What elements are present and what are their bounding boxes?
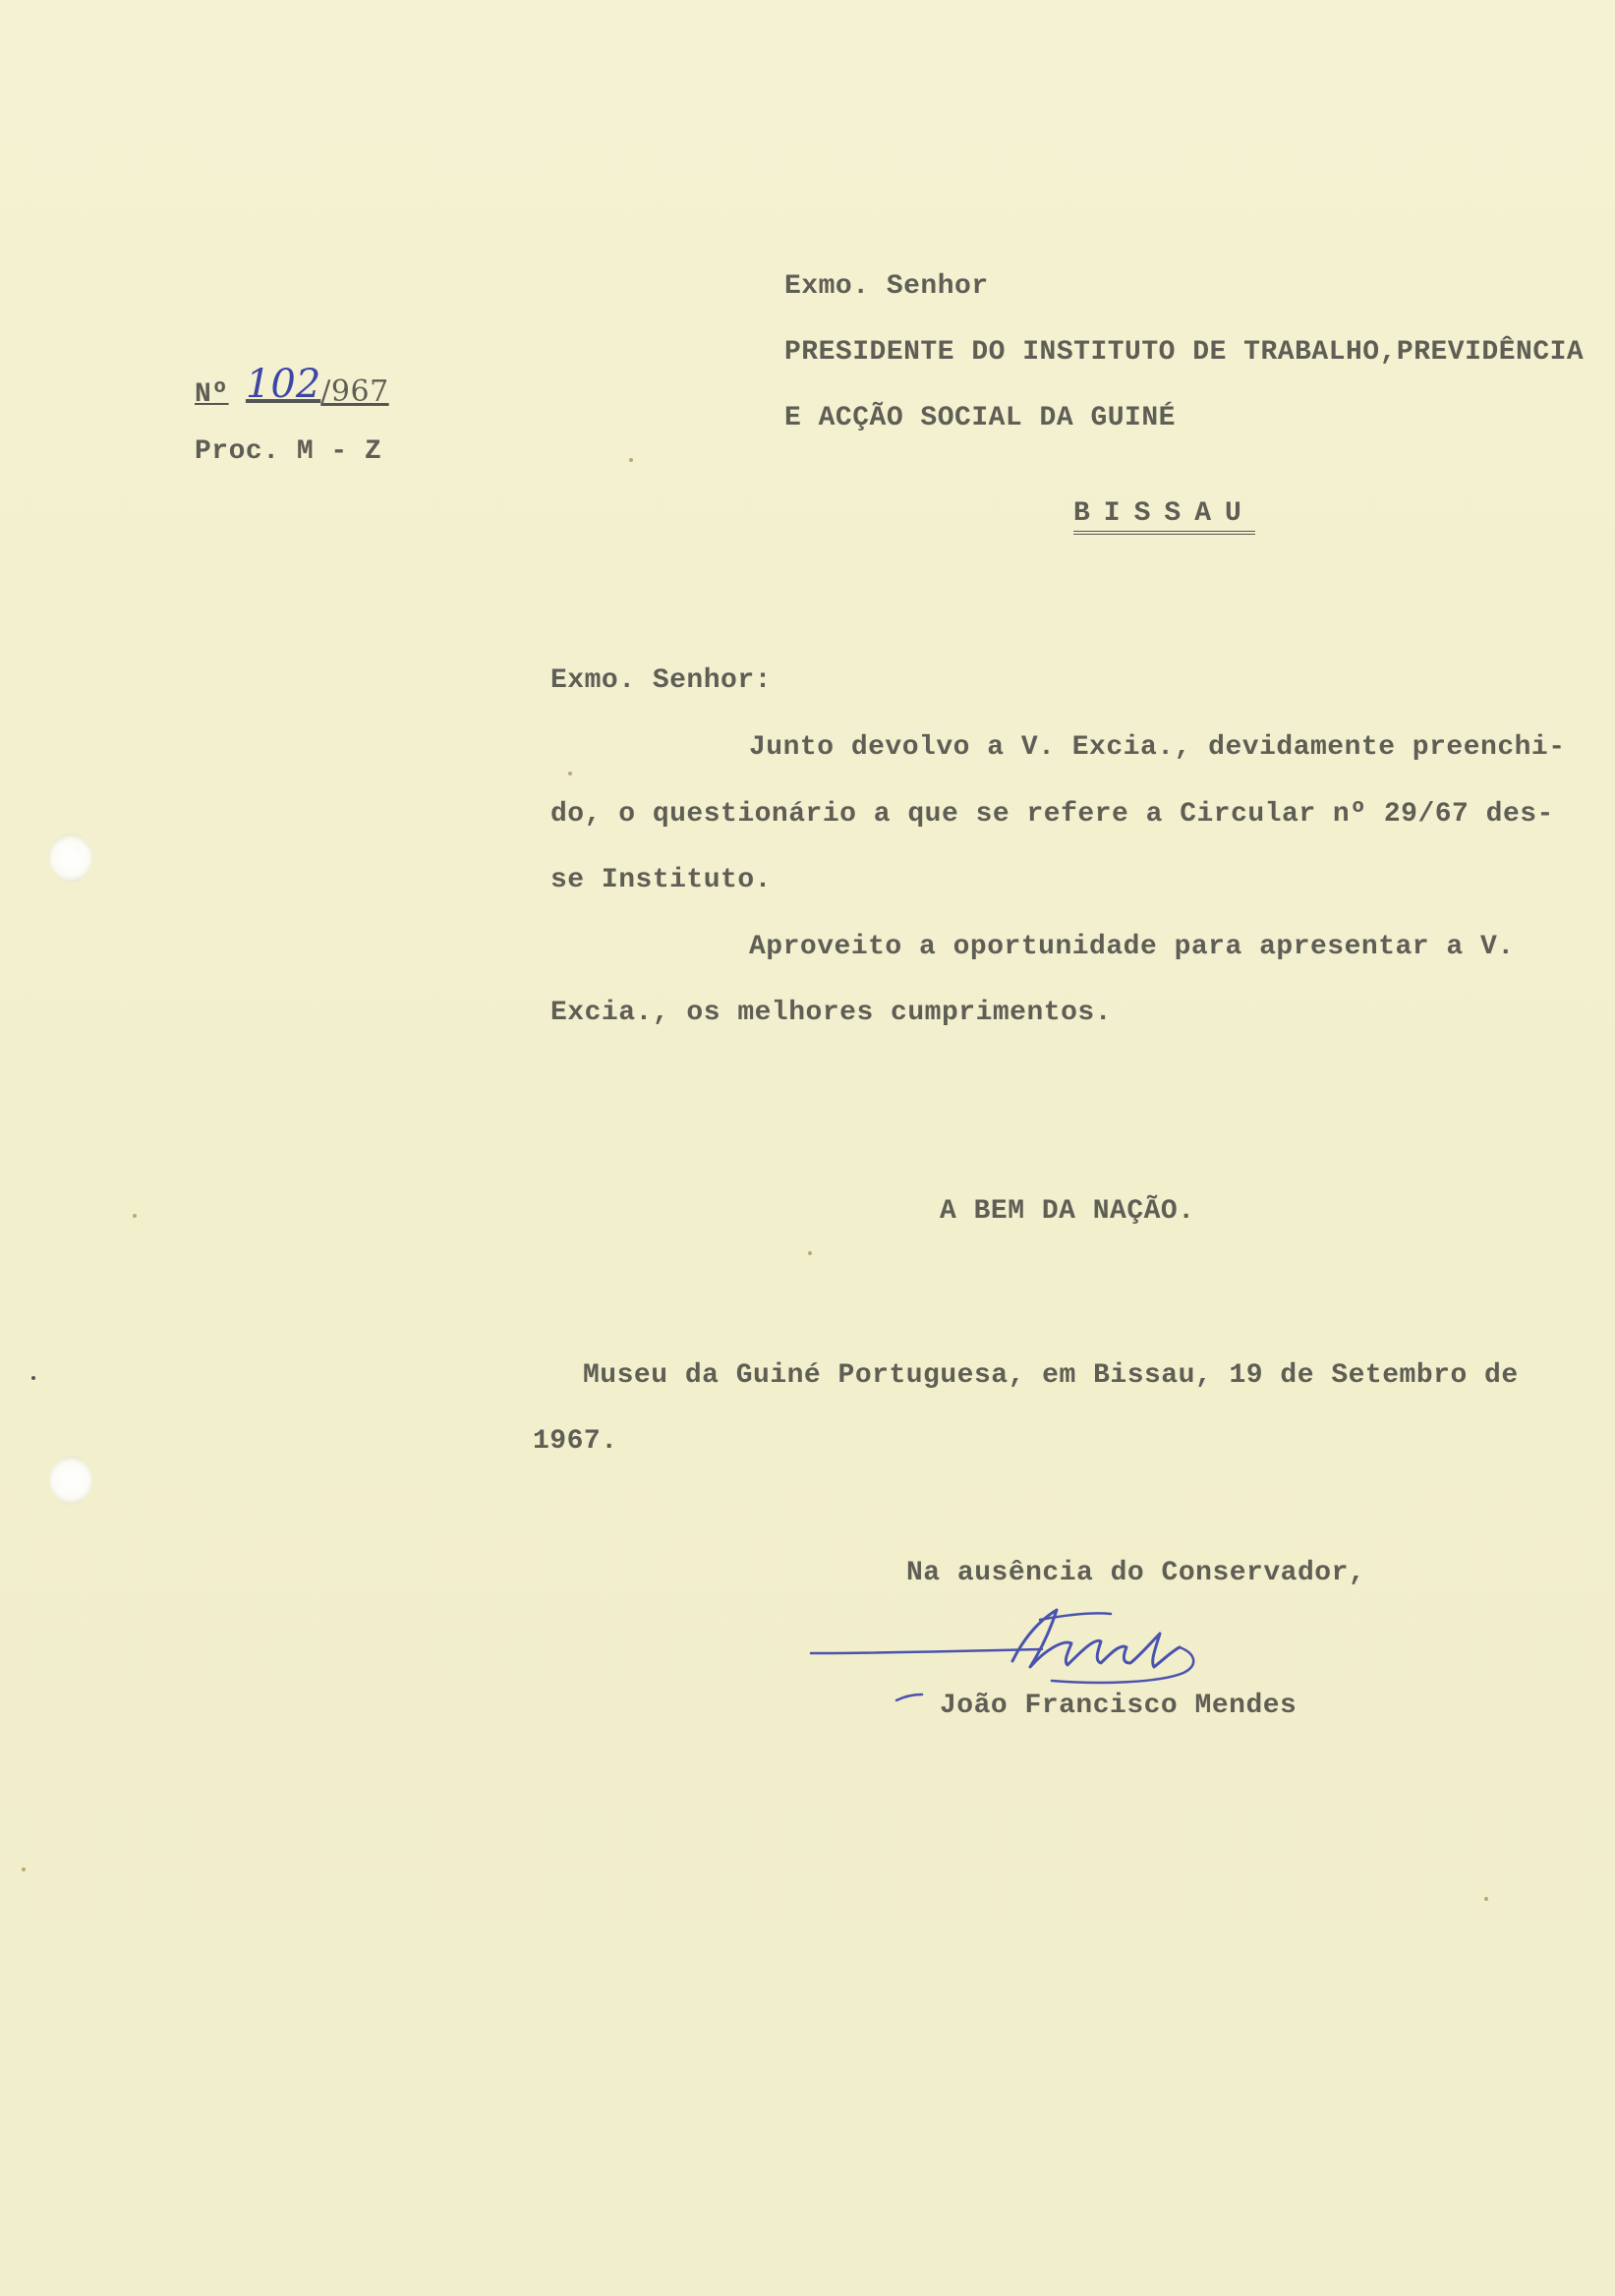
reference-number-year: /967 (320, 374, 389, 409)
paper-speck (629, 458, 633, 462)
paper-speck (1484, 1897, 1488, 1901)
place-date-year: 1967. (533, 1426, 618, 1457)
punch-hole (49, 833, 92, 883)
addressee-city: BISSAU (1073, 498, 1255, 535)
process-reference: Proc. M - Z (195, 436, 382, 467)
body-line: se Instituto. (550, 865, 772, 895)
body-line: Junto devolvo a V. Excia., devidamente preenchi- (749, 732, 1566, 763)
punch-hole (49, 1456, 92, 1505)
salutation: Exmo. Senhor: (550, 665, 772, 696)
reference-number-prefix: Nº (195, 379, 229, 410)
place-date-line: Museu da Guiné Portuguesa, em Bissau, 19 de Setembro de (583, 1360, 1519, 1391)
paper-speck (808, 1251, 812, 1255)
paper-speck (31, 1376, 35, 1380)
body-line: do, o questionário a que se refere a Circular nº 29/67 des- (550, 799, 1554, 830)
closing-line: Na ausência do Conservador, (906, 1558, 1366, 1588)
body-line: Aproveito a oportunidade para apresentar a V. (749, 932, 1515, 962)
addressee-title: PRESIDENTE DO INSTITUTO DE TRABALHO,PREVIDÊNCIA (784, 337, 1585, 368)
body-line: Excia., os melhores cumprimentos. (550, 998, 1112, 1028)
motto: A BEM DA NAÇÃO. (940, 1196, 1195, 1227)
reference-number (195, 362, 389, 411)
signer-name: João Francisco Mendes (940, 1691, 1298, 1721)
paper-speck (568, 772, 572, 775)
addressee-title-continued: E ACÇÃO SOCIAL DA GUINÉ (784, 403, 1176, 433)
paper-speck (22, 1867, 26, 1871)
paper-speck (133, 1214, 137, 1218)
reference-number-handwritten: 102 (245, 362, 321, 407)
addressee-honorific: Exmo. Senhor (784, 271, 989, 302)
